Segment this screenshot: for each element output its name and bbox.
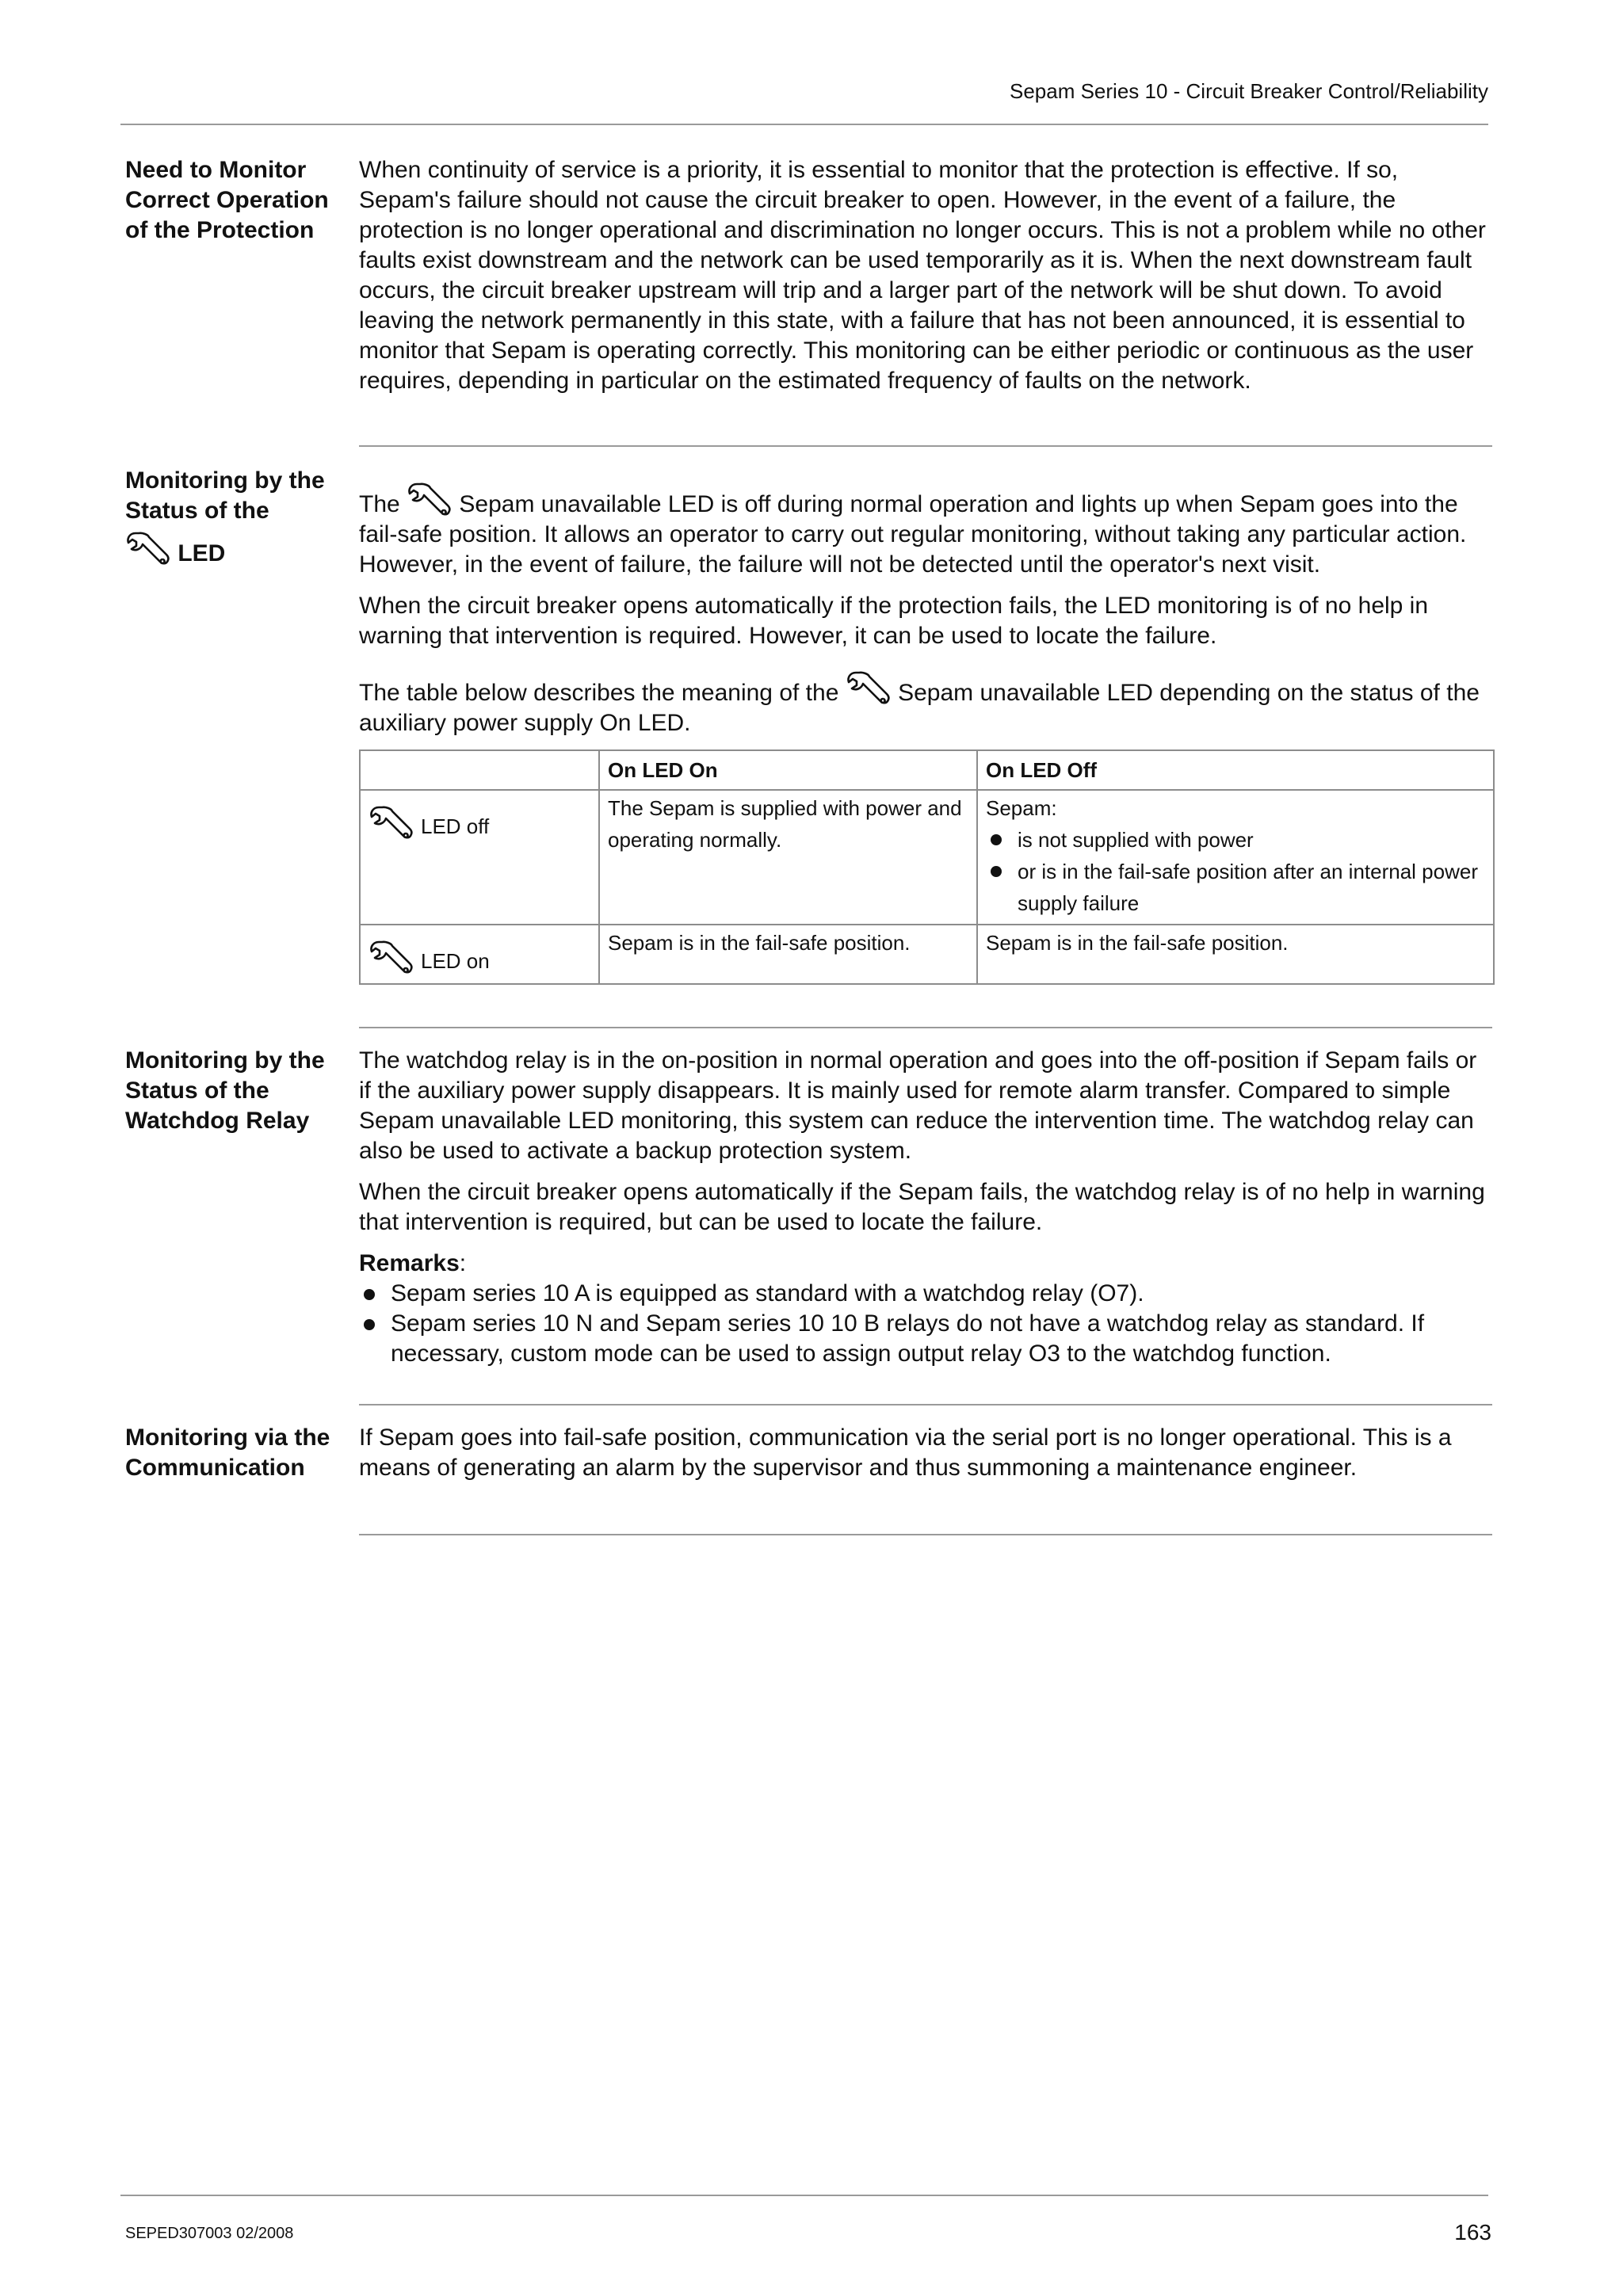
watchdog-paragraph-2: When the circuit breaker opens automatically if the Sepam fails, the watchdog relay is of no help in warning that intervention is required, but can be used to locate the failure.	[359, 1179, 1485, 1235]
row1-off-list	[986, 824, 1485, 919]
row2-on-cell: Sepam is in the fail-safe position.	[599, 925, 977, 984]
comm-paragraph: If Sepam goes into fail-safe position, communication via the serial port is no longer operational. This is a means of generating an alarm by the supervisor and thus summoning a maintenance engineer.	[359, 1425, 1452, 1481]
row-label-led-on	[360, 925, 599, 984]
row2-label: LED on	[421, 949, 490, 973]
led-heading-line: Monitoring by the Status of the	[125, 467, 325, 524]
section-body-led	[359, 480, 1492, 985]
led-paragraph-2: When the circuit breaker opens automatically if the protection fails, the LED monitoring is of no help in warning that intervention is required. However, it can be used to locate the failure.	[359, 593, 1429, 649]
section-body-need	[359, 155, 1492, 407]
wrench-icon	[369, 938, 414, 978]
table-header-row	[360, 750, 1494, 790]
table-row	[360, 925, 1494, 984]
row1-label: LED off	[421, 814, 490, 838]
footer-divider	[120, 2195, 1488, 2196]
led-p1-start: The	[359, 491, 400, 517]
section-body-comm	[359, 1423, 1492, 1494]
table-row	[360, 790, 1494, 925]
table-header-on: On LED On	[599, 750, 977, 790]
wrench-icon	[125, 529, 171, 569]
remarks-list	[359, 1279, 1492, 1369]
list-item: or is in the fail-safe position after an internal power supply failure	[986, 856, 1485, 919]
section-heading-need: Need to Monitor Correct Operation of the Protection	[125, 157, 329, 243]
row1-off-cell	[977, 790, 1494, 925]
watchdog-paragraph-1: The watchdog relay is in the on-position in normal operation and goes into the off-position if Sepam fails or if the auxiliary power supply disappears. It is mainly used for remote alarm transfer. Compared to simple Sepam unavailable LED monitoring, this system can reduce the intervention time. The watchdog relay can also be used to activate a backup protection system.	[359, 1047, 1477, 1164]
section-divider	[359, 1027, 1492, 1028]
section-divider	[359, 1404, 1492, 1405]
led-p1-rest: Sepam unavailable LED is off during normal operation and lights up when Sepam goes into the fail-safe position. It allows an operator to carry out regular monitoring, without taking any particular action. However, in the event of failure, the failure will not be detected until the operator's next visit.	[359, 491, 1467, 578]
wrench-icon	[846, 669, 892, 708]
section-heading-led	[125, 466, 331, 569]
document-reference: SEPED307003 02/2008	[125, 2225, 294, 2242]
list-item: Sepam series 10 N and Sepam series 10 10 B relays do not have a watchdog relay as standard. If necessary, custom mode can be used to assign output relay O3 to the watchdog function.	[359, 1309, 1492, 1369]
led-status-table	[359, 749, 1495, 985]
wrench-icon	[369, 803, 414, 843]
page-header	[120, 76, 1488, 125]
section-heading-watchdog: Monitoring by the Status of the Watchdog Relay	[125, 1047, 325, 1134]
row-label-led-off	[360, 790, 599, 925]
wrench-icon	[407, 480, 453, 520]
led-heading-led: LED	[178, 540, 226, 566]
led-p3-rest: Sepam unavailable LED depending on the status of the auxiliary power supply On LED.	[359, 680, 1480, 736]
header-title: Sepam Series 10 - Circuit Breaker Control/Reliability	[1009, 79, 1488, 103]
remarks-label: Remarks	[359, 1250, 460, 1276]
led-paragraph-3	[359, 669, 1492, 738]
section-heading-comm: Monitoring via the Communication	[125, 1425, 330, 1481]
led-p3-start: The table below describes the meaning of the	[359, 680, 839, 706]
section-body-watchdog	[359, 1046, 1492, 1369]
section-divider	[359, 445, 1492, 447]
list-item: Sepam series 10 A is equipped as standard with a watchdog relay (O7).	[359, 1279, 1492, 1309]
row2-off-cell: Sepam is in the fail-safe position.	[977, 925, 1494, 984]
list-item: is not supplied with power	[986, 824, 1485, 856]
row1-off-intro: Sepam:	[986, 796, 1057, 820]
page-number: 163	[1454, 2220, 1491, 2245]
table-header-empty	[360, 750, 599, 790]
table-header-off: On LED Off	[977, 750, 1494, 790]
remarks-heading: Remarks:	[359, 1250, 467, 1276]
row1-on-cell: The Sepam is supplied with power and operating normally.	[599, 790, 977, 925]
led-paragraph-1	[359, 480, 1492, 580]
section-divider	[359, 1534, 1492, 1535]
need-paragraph: When continuity of service is a priority, it is essential to monitor that the protection is effective. If so, Sepam's failure should not cause the circuit breaker to open. However, in the event of a failure, the protection is no longer operational and discrimination no longer occurs. This is not a problem while no other faults exist downstream and the network can be used temporarily as it is. When the next downstream fault occurs, the circuit breaker upstream will trip and a larger part of the network will be shut down. To avoid leaving the network permanently in this state, with a failure that has not been announced, it is essential to monitor that Sepam is operating correctly. This monitoring can be either periodic or continuous as the user requires, depending in particular on the estimated frequency of faults on the network.	[359, 157, 1486, 394]
